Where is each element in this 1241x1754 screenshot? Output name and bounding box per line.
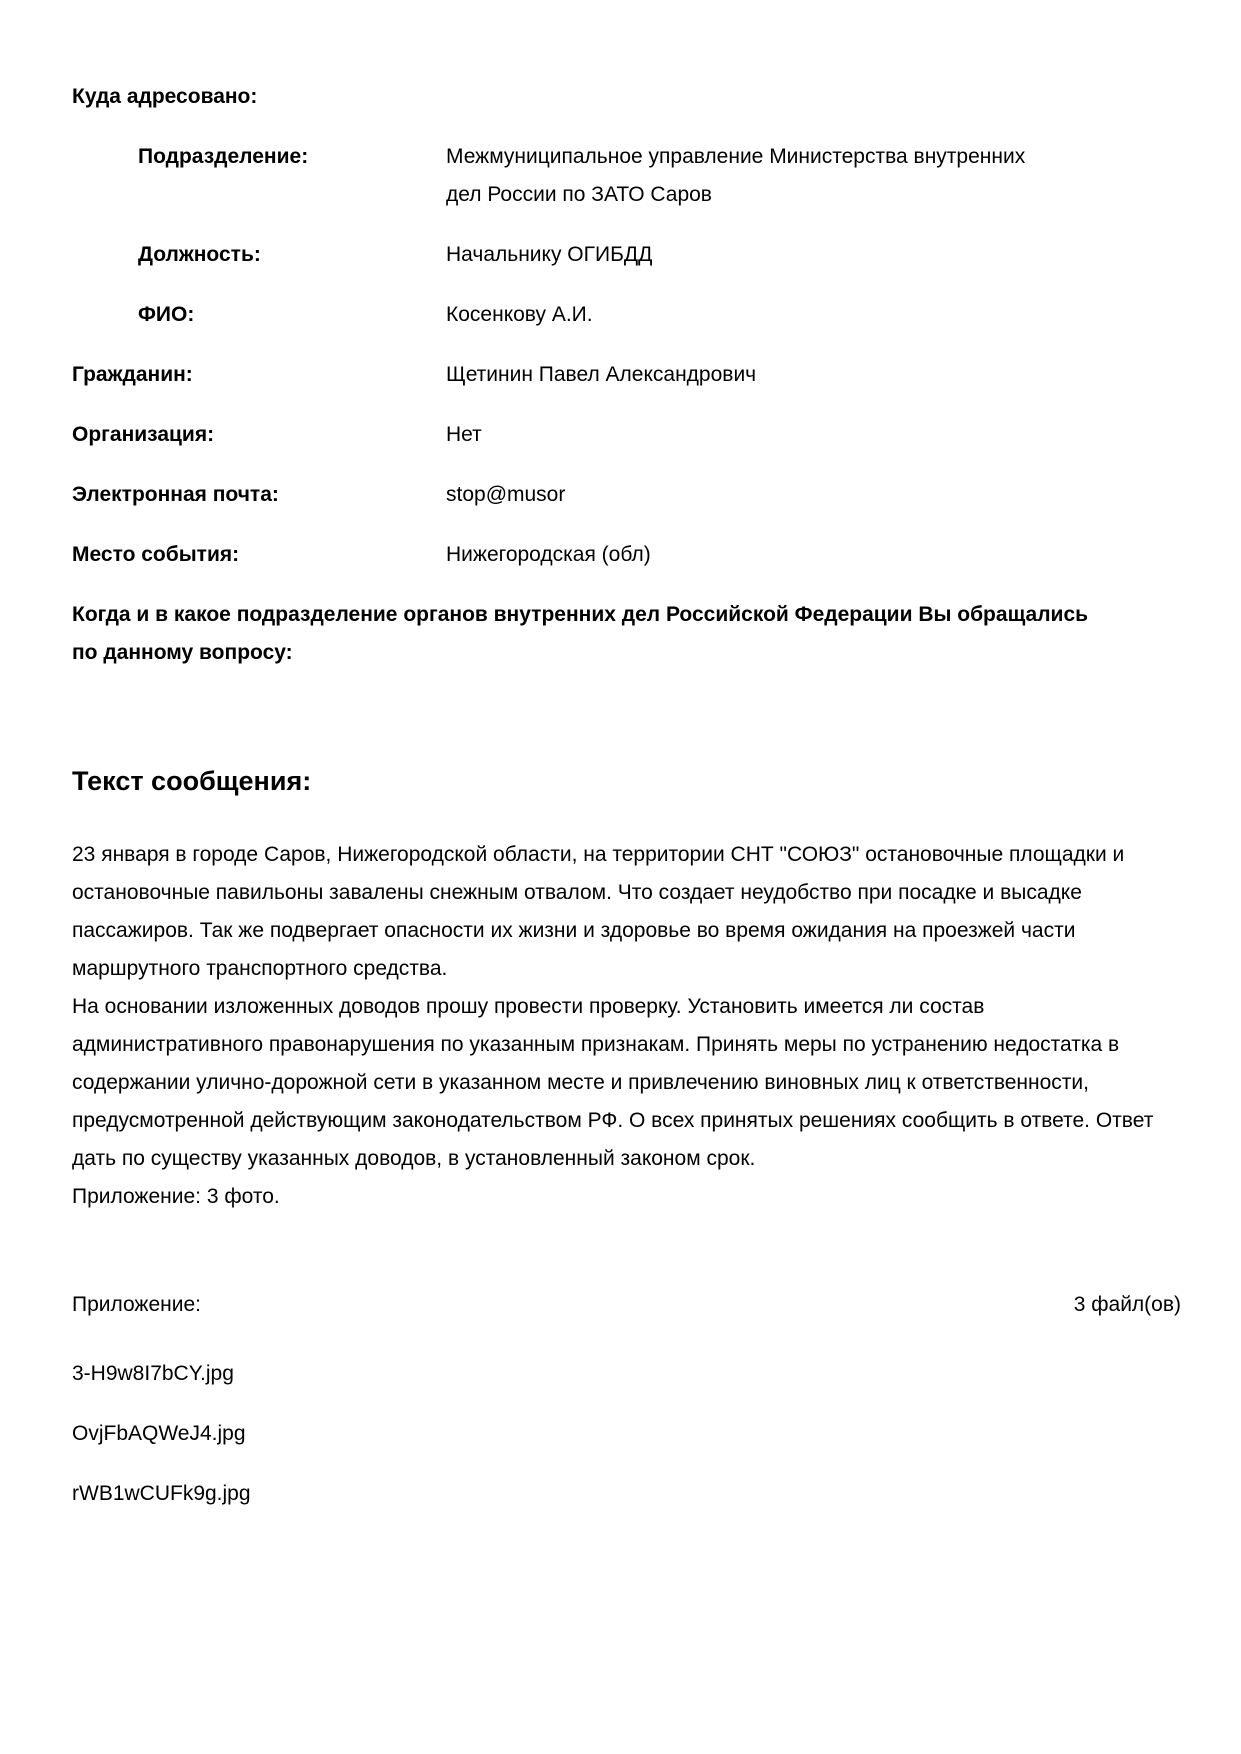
field-value-position: Начальнику ОГИБДД [446,243,653,266]
field-row-citizen [72,356,1181,394]
attachment-file-name: 3-H9w8I7bCY.jpg [72,1362,234,1385]
attachment-files-list [72,1355,1181,1513]
field-row-organization [72,416,1181,454]
attachment-file-name: OvjFbAQWeJ4.jpg [72,1422,246,1445]
field-value-event-place: Нижегородская (обл) [446,543,651,566]
attachments-count: 3 файл(ов) [1073,1293,1181,1316]
field-row-fio [72,296,1181,334]
addressed-to-heading: Куда адресовано: [72,85,258,108]
message-paragraph: На основании изложенных доводов прошу провести проверку. Установить имеется ли состав административного правонарушения по указанным признакам. Принять меры по устранению недостатка в содержании улично-дорожной сети в указанном месте и привлечению виновных лиц к ответственности, предусмотренной действующим законодательством РФ. О всех принятых решениях сообщить в ответе. Ответ дать по существу указанных доводов, в установленный законом срок. [72,995,1154,1170]
field-label-department: Подразделение: [138,145,309,168]
field-value-fio: Косенкову А.И. [446,303,593,326]
message-paragraph: 23 января в городе Саров, Нижегородской области, на территории СНТ "СОЮЗ" остановочные площадки и остановочные павильоны завалены снежным отвалом. Что создает неудобство при посадке и высадке пассажиров. Так же подвергает опасности их жизни и здоровье во время ожидания на проезжей части маршрутного транспортного средства. [72,843,1125,980]
field-label-event-place: Место события: [72,543,240,566]
field-value-email: stop@musor [446,483,566,506]
field-value-citizen: Щетинин Павел Александрович [446,363,757,386]
attachments-header [72,1286,1181,1324]
message-paragraph: Приложение: 3 фото. [72,1185,280,1208]
message-heading: Текст сообщения: [72,766,312,796]
field-value-department: Межмуниципальное управление Министерства внутренних дел России по ЗАТО Саров [446,145,1026,206]
field-row-department [72,138,1181,214]
attachments-label: Приложение: [72,1293,202,1316]
previous-appeal-question: Когда и в какое подразделение органов внутренних дел Российской Федерации Вы обращались по данному вопросу: [72,603,1089,664]
field-label-organization: Организация: [72,423,215,446]
field-label-email: Электронная почта: [72,483,279,506]
field-label-fio: ФИО: [138,303,195,326]
attachment-file-name: rWB1wCUFk9g.jpg [72,1482,251,1505]
field-value-organization: Нет [446,423,482,446]
field-row-event-place [72,536,1181,574]
field-row-email [72,476,1181,514]
field-label-citizen: Гражданин: [72,363,193,386]
recipient-fields [72,138,1181,574]
field-label-position: Должность: [138,243,261,266]
message-body [72,836,1181,1216]
field-row-position [72,236,1181,274]
